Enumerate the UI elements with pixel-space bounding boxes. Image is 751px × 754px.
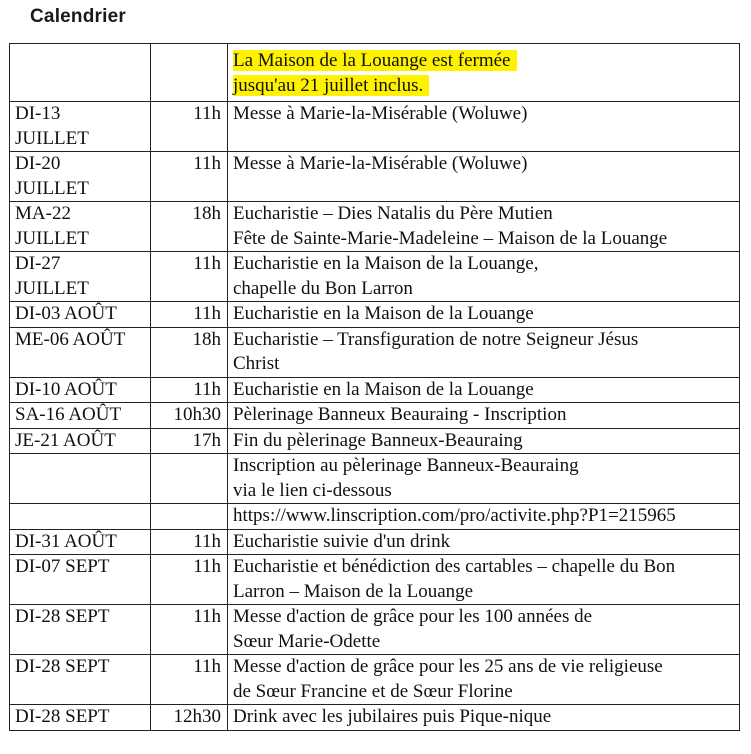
- date-text: DI-03 AOÛT: [15, 303, 117, 324]
- date-text: DI-13: [15, 103, 61, 124]
- time-cell: 11h: [151, 555, 228, 605]
- time-cell: 17h: [151, 428, 228, 454]
- description-text: Sœur Marie-Odette: [233, 630, 381, 652]
- description-cell: [228, 202, 740, 252]
- notice-time-cell: [151, 44, 228, 102]
- description-text: Eucharistie et bénédiction des cartables – chapelle du Bon: [233, 556, 676, 577]
- description-cell: [228, 327, 740, 377]
- date-cell: [10, 529, 151, 555]
- description-text: Fête de Sainte-Marie-Madeleine – Maison de la Louange: [233, 227, 668, 249]
- notice-line-1: La Maison de la Louange est fermée: [233, 50, 517, 71]
- date-text: MA-22: [15, 203, 71, 224]
- description-text: Christ: [233, 353, 280, 374]
- description-text: Eucharistie en la Maison de la Louange: [233, 303, 534, 324]
- date-text: DI-31 AOÛT: [15, 530, 117, 552]
- date-cell: [10, 377, 151, 403]
- time-cell: 18h: [151, 327, 228, 377]
- time-cell: [151, 504, 228, 530]
- date-text: DI-28 SEPT: [15, 656, 110, 677]
- date-cell: [10, 152, 151, 202]
- description-text: Inscription au pèlerinage Banneux-Beauraing: [233, 455, 579, 476]
- table-row: [10, 102, 740, 152]
- description-cell: [228, 252, 740, 302]
- time-cell: 11h: [151, 252, 228, 302]
- description-text: Messe à Marie-la-Misérable (Woluwe): [233, 153, 528, 174]
- date-text: JUILLET: [15, 177, 89, 199]
- table-row: [10, 428, 740, 454]
- date-text: DI-10 AOÛT: [15, 378, 117, 400]
- notice-date-cell: [10, 44, 151, 102]
- description-cell: [228, 102, 740, 152]
- description-cell: [228, 529, 740, 555]
- notice-row: [10, 44, 740, 102]
- table-row: [10, 454, 740, 504]
- date-cell: [10, 327, 151, 377]
- time-cell: 11h: [151, 605, 228, 655]
- time-cell: 11h: [151, 529, 228, 555]
- time-cell: 11h: [151, 152, 228, 202]
- table-row: [10, 202, 740, 252]
- table-row: [10, 705, 740, 731]
- date-text: DI-28 SEPT: [15, 606, 110, 627]
- date-cell: [10, 102, 151, 152]
- description-cell: [228, 605, 740, 655]
- description-cell: [228, 454, 740, 504]
- date-cell: [10, 605, 151, 655]
- description-text: Messe d'action de grâce pour les 25 ans de vie religieuse: [233, 656, 663, 677]
- table-row: [10, 529, 740, 555]
- table-row: [10, 555, 740, 605]
- description-text: Drink avec les jubilaires puis Pique-nique: [233, 706, 552, 727]
- table-row: [10, 655, 740, 705]
- table-row: [10, 252, 740, 302]
- description-text: https://www.linscription.com/pro/activite.php?P1=215965: [233, 505, 676, 526]
- table-row: [10, 403, 740, 429]
- table-row: [10, 152, 740, 202]
- description-text: Eucharistie en la Maison de la Louange: [233, 378, 534, 400]
- date-cell: [10, 454, 151, 504]
- description-text: Pèlerinage Banneux Beauraing - Inscription: [233, 404, 567, 425]
- description-text: Eucharistie suivie d'un drink: [233, 530, 451, 552]
- table-row: [10, 302, 740, 328]
- notice-line-2: jusqu'au 21 juillet inclus.: [233, 75, 429, 96]
- table-row: [10, 377, 740, 403]
- notice-cell: [228, 44, 740, 102]
- date-cell: [10, 705, 151, 731]
- date-cell: [10, 428, 151, 454]
- description-text: Messe d'action de grâce pour les 100 années de: [233, 606, 593, 627]
- date-cell: [10, 302, 151, 328]
- time-cell: 11h: [151, 302, 228, 328]
- date-text: SA-16 AOÛT: [15, 404, 122, 425]
- date-text: DI-20: [15, 153, 61, 174]
- description-text: Messe à Marie-la-Misérable (Woluwe): [233, 103, 528, 124]
- description-cell: [228, 302, 740, 328]
- date-text: JUILLET: [15, 227, 89, 249]
- section-title: Calendrier: [30, 6, 126, 27]
- description-text: Larron – Maison de la Louange: [233, 580, 474, 602]
- description-text: Fin du pèlerinage Banneux-Beauraing: [233, 429, 523, 451]
- date-cell: [10, 555, 151, 605]
- description-text: Eucharistie – Transfiguration de notre Seigneur Jésus: [233, 328, 639, 350]
- date-cell: [10, 655, 151, 705]
- date-cell: [10, 403, 151, 429]
- description-cell: [228, 655, 740, 705]
- description-text: de Sœur Francine et de Sœur Florine: [233, 680, 513, 702]
- date-text: DI-07 SEPT: [15, 556, 110, 577]
- time-cell: 10h30: [151, 403, 228, 429]
- description-cell: [228, 377, 740, 403]
- description-cell: [228, 152, 740, 202]
- date-text: JUILLET: [15, 277, 89, 299]
- date-text: DI-27: [15, 253, 61, 274]
- description-text: Eucharistie en la Maison de la Louange,: [233, 253, 539, 274]
- time-cell: 11h: [151, 102, 228, 152]
- table-row: [10, 327, 740, 377]
- date-text: JUILLET: [15, 127, 89, 149]
- description-cell: [228, 705, 740, 731]
- description-cell: [228, 428, 740, 454]
- date-cell: [10, 252, 151, 302]
- table-row: [10, 605, 740, 655]
- description-cell: [228, 403, 740, 429]
- date-cell: [10, 504, 151, 530]
- time-cell: 18h: [151, 202, 228, 252]
- date-text: JE-21 AOÛT: [15, 429, 116, 451]
- description-cell: [228, 504, 740, 530]
- table-row: [10, 504, 740, 530]
- date-cell: [10, 202, 151, 252]
- calendar-table: [9, 43, 740, 731]
- date-text: ME-06 AOÛT: [15, 328, 126, 350]
- description-text: Eucharistie – Dies Natalis du Père Mutien: [233, 203, 553, 224]
- description-cell: [228, 555, 740, 605]
- time-cell: 11h: [151, 655, 228, 705]
- date-text: DI-28 SEPT: [15, 706, 110, 727]
- time-cell: 12h30: [151, 705, 228, 731]
- description-text: chapelle du Bon Larron: [233, 277, 413, 299]
- description-text: via le lien ci-dessous: [233, 479, 392, 501]
- time-cell: 11h: [151, 377, 228, 403]
- time-cell: [151, 454, 228, 504]
